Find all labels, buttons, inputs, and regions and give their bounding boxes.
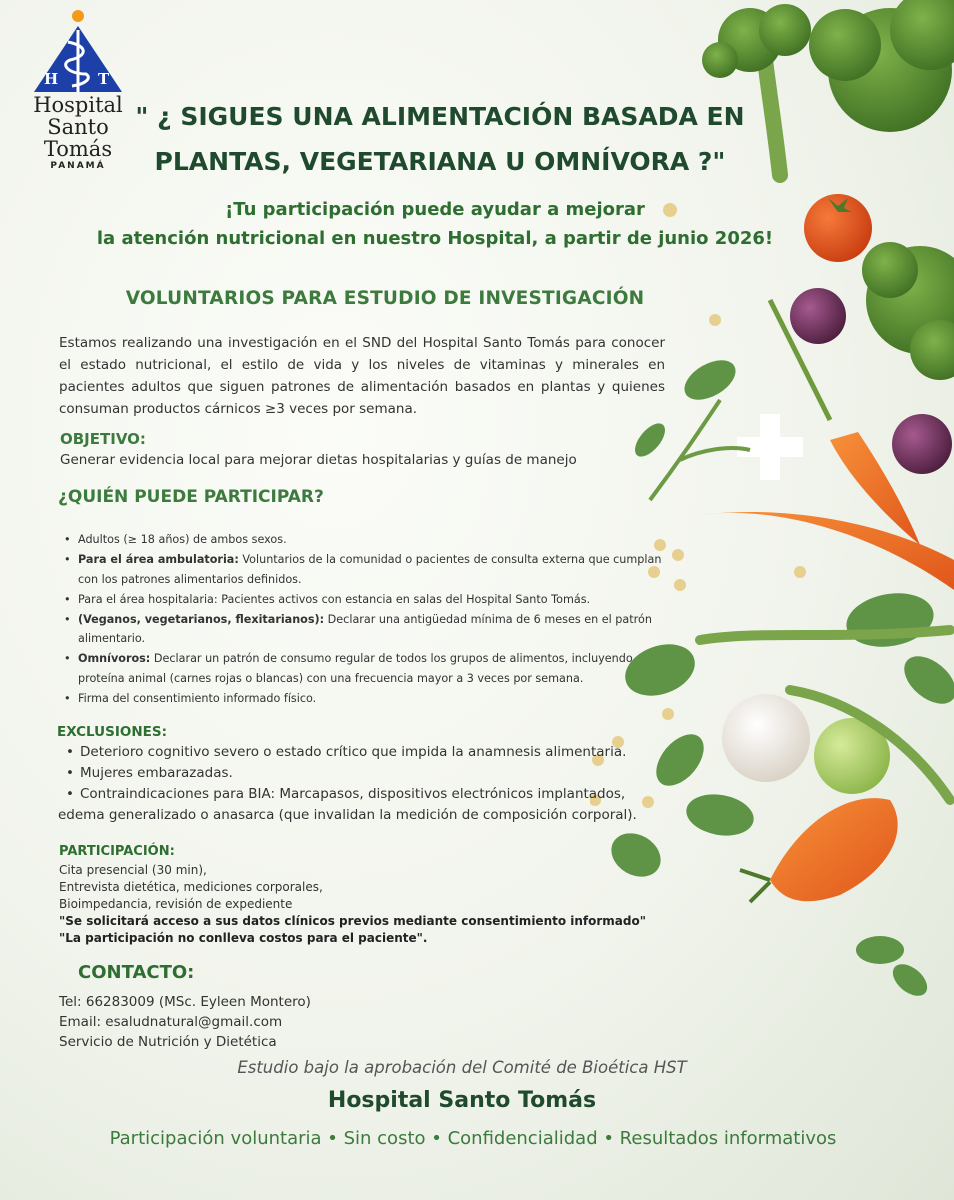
cost-note: "La participación no conlleva costos para el paciente". [59,931,428,945]
carrot-lower [740,798,898,902]
contact-email: Email: esaludnatural@gmail.com [59,1014,283,1030]
participation-heading: PARTICIPACIÓN: [59,844,175,859]
list-item: • Adultos (≥ 18 años) de ambos sexos. [60,530,670,550]
main-title-line-1: " ¿ SIGUES UNA ALIMENTACIÓN BASADA EN [135,102,745,131]
medical-cross-icon [737,414,803,480]
participation-line: Entrevista dietética, mediciones corporales, [59,880,323,894]
logo-name-line-2: Santo [47,115,109,139]
subtitle-line-1: ¡Tu participación puede ayudar a mejorar [225,199,645,220]
subtitle [40,195,830,253]
contact-service: Servicio de Nutrición y Dietética [59,1034,277,1050]
main-title-line-2: PLANTAS, VEGETARIANA U OMNÍVORA ?" [154,147,726,176]
caduceus-logo-icon [28,8,128,98]
criteria-list [60,530,670,709]
exclusions-list [58,742,658,826]
participation-line: Bioimpedancia, revisión de expediente [59,897,293,911]
red-onion-2 [892,414,952,474]
hospital-logo [28,8,128,171]
list-item: • Omnívoros: Declarar un patrón de consumo regular de todos los grupos de alimentos, incluyendo proteína animal (carnes rojas o blancas) con una frecuencia mayor a 3 veces por semana. [60,649,670,688]
white-onion [722,694,810,782]
list-item: • Para el área ambulatoria: Voluntarios de la comunidad o pacientes de consulta externa que cumplan con los patrones alimentarios definidos. [60,550,670,589]
who-heading: ¿QUIÉN PUEDE PARTICIPAR? [58,487,324,507]
contact-details [59,992,459,1052]
list-item: • Contraindicaciones para BIA: Marcapasos, dispositivos electrónicos implantados, [66,786,626,802]
footer-hospital-name: Hospital Santo Tomás [327,1088,597,1113]
carrot-long [700,512,954,590]
logo-name-line-3: Tomás [43,137,113,161]
objective-heading: OBJETIVO: [60,430,146,448]
objective-text: Generar evidencia local para mejorar dietas hospitalarias y guías de manejo [60,452,577,468]
list-item: • Firma del consentimiento informado físico. [60,689,670,709]
main-title [120,94,760,184]
broccoli-middle [862,242,954,380]
list-item: • (Veganos, vegetarianos, flexitarianos): Declarar una antigüedad mínima de 6 meses en el patrón alimentario. [60,610,670,649]
list-item: • Mujeres embarazadas. [66,765,233,781]
intro-paragraph: Estamos realizando una investigación en el SND del Hospital Santo Tomás para conocer el estado nutricional, el estilo de vida y los niveles de vitaminas y minerales en pacientes adultos que siguen patrones de alimentación basados en plantas y quienes consuman productos cárnicos ≥3 veces por semana. [59,335,665,417]
footer-tagline: Participación voluntaria • Sin costo • Confidencialidad • Resultados informativos [109,1128,837,1149]
exclusions-heading: EXCLUSIONES: [57,724,168,740]
svg-text:H: H [44,70,59,88]
participation-details [59,862,679,947]
contact-phone: Tel: 66283009 (MSc. Eyleen Montero) [59,994,311,1010]
red-onion [790,288,846,344]
approval-note: Estudio bajo la aprobación del Comité de Bioética HST [237,1058,687,1077]
consent-note: "Se solicitará acceso a sus datos clínicos previos mediante consentimiento informado" [59,914,646,928]
logo-name-line-1: Hospital [33,93,123,117]
svg-text:T: T [98,70,110,88]
subtitle-line-2: la atención nutricional en nuestro Hospital, a partir de junio 2026! [96,228,774,249]
logo-country: PANAMÁ [50,161,106,171]
list-item: • Para el área hospitalaria: Pacientes activos con estancia en salas del Hospital Santo Tomás. [60,590,670,610]
section-title: VOLUNTARIOS PARA ESTUDIO DE INVESTIGACIÓN [125,288,645,309]
list-item-continuation: edema generalizado o anasarca (que invalidan la medición de composición corporal). [58,807,637,823]
list-item: • Deterioro cognitivo severo o estado crítico que impida la anamnesis alimentaria. [66,744,627,760]
participation-line: Cita presencial (30 min), [59,863,207,877]
contact-heading: CONTACTO: [78,962,195,983]
